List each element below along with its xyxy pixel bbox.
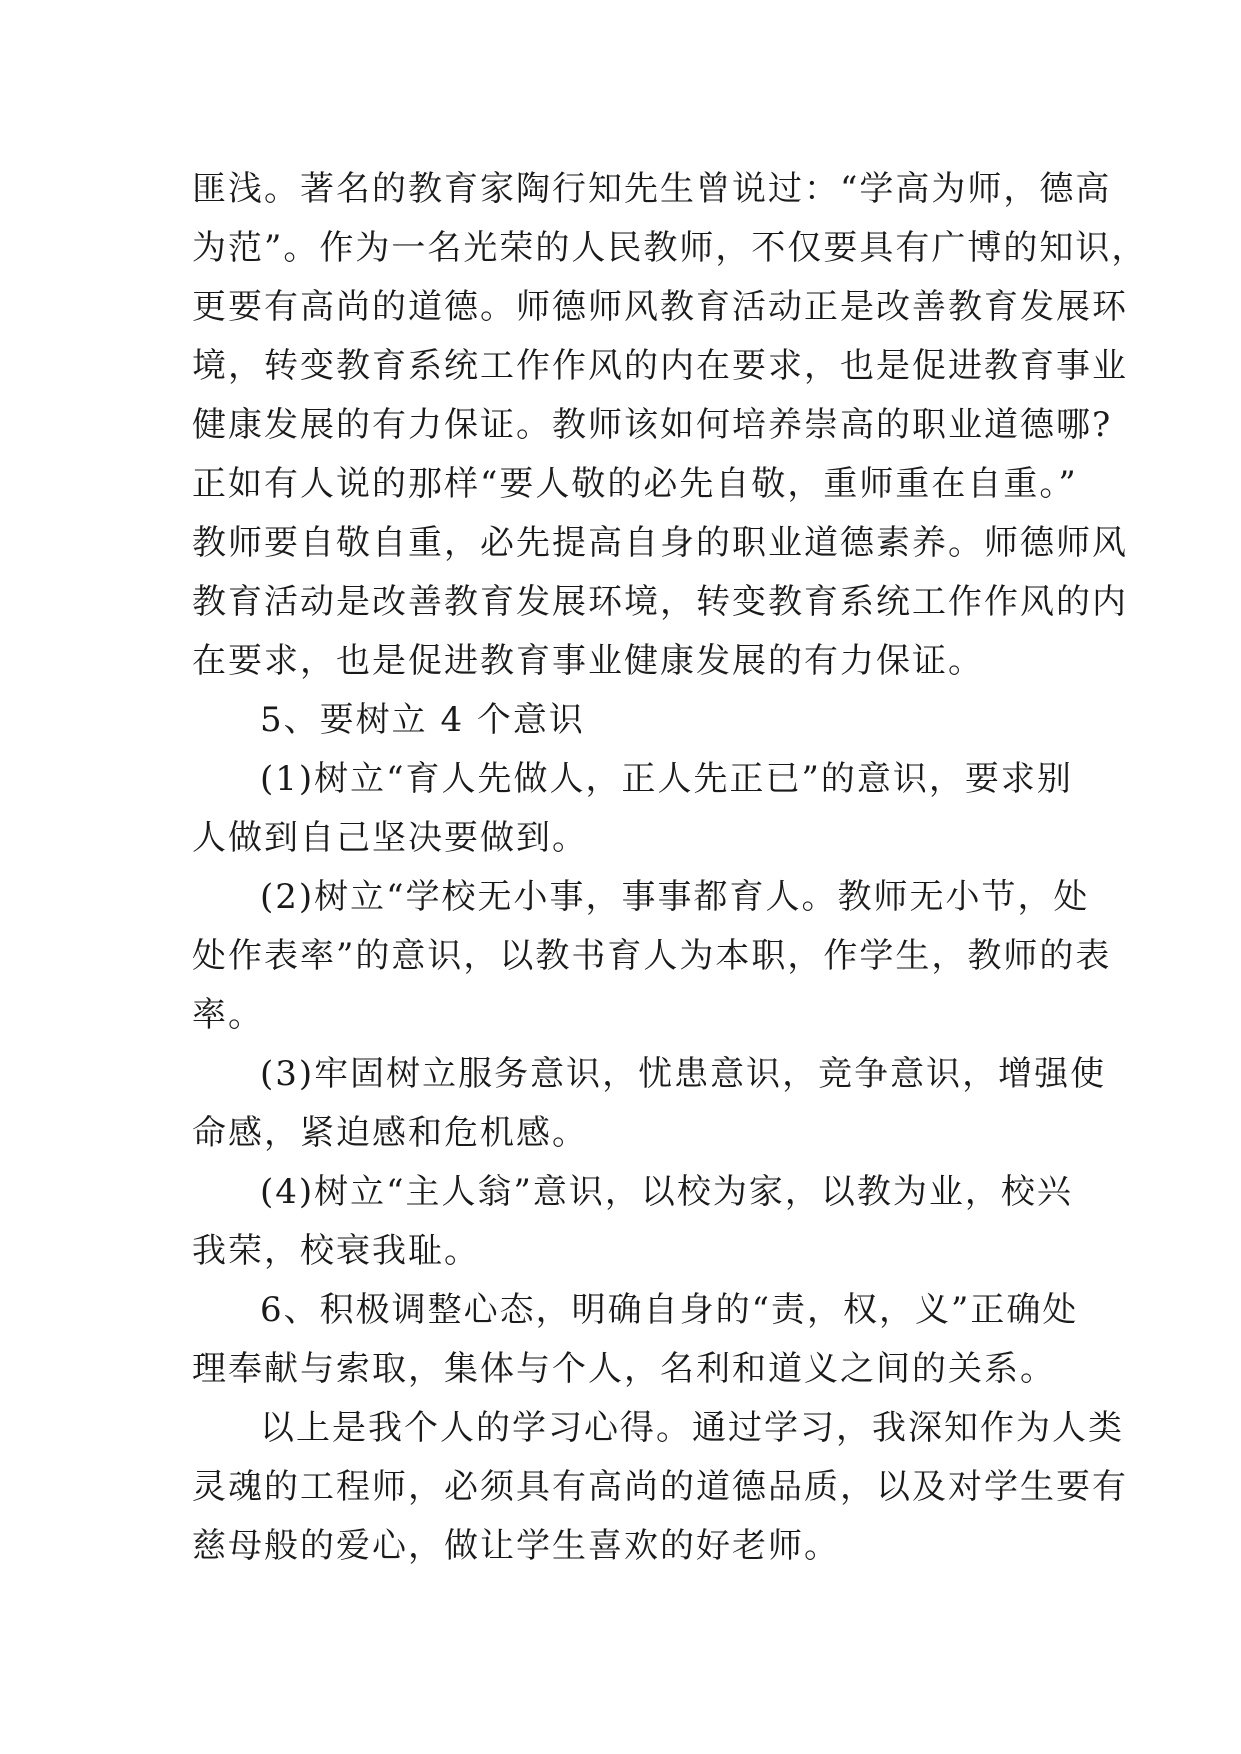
list-item-4 — [192, 1163, 1073, 1281]
text-line: 正如有人说的那样“要人敬的必先自敬，重师重在自重。” — [192, 464, 1078, 504]
text-line: 教育活动是改善教育发展环境，转变教育系统工作作风的内 — [192, 582, 1128, 622]
paragraph-intro — [192, 160, 1148, 691]
text-line: (2)树立“学校无小事，事事都育人。教师无小节，处 — [260, 877, 1090, 917]
text-line: 率。 — [192, 995, 264, 1035]
list-item-2 — [192, 868, 1112, 1045]
text-line: 为范”。作为一名光荣的人民教师，不仅要具有广博的知识， — [192, 228, 1148, 268]
text-line: 以上是我个人的学习心得。通过学习，我深知作为人类 — [260, 1408, 1124, 1448]
text-line: 在要求，也是促进教育事业健康发展的有力保证。 — [192, 641, 984, 681]
text-line: 灵魂的工程师，必须具有高尚的道德品质，以及对学生要有 — [192, 1467, 1128, 1507]
text-line: 6、积极调整心态，明确自身的“责，权，义”正确处 — [260, 1290, 1079, 1330]
text-line: (1)树立“育人先做人，正人先正已”的意识，要求别 — [260, 759, 1073, 799]
text-line: 匪浅。著名的教育家陶行知先生曾说过：“学高为师，德高 — [192, 169, 1112, 209]
text-line: 更要有高尚的道德。师德师风教育活动正是改善教育发展环 — [192, 287, 1128, 327]
text-line: 境，转变教育系统工作作风的内在要求，也是促进教育事业 — [192, 346, 1128, 386]
section-6 — [192, 1281, 1079, 1399]
text-line: 5、要树立 4 个意识 — [260, 700, 585, 740]
text-line: 人做到自己坚决要做到。 — [192, 818, 588, 858]
text-line: 理奉献与索取，集体与个人，名利和道义之间的关系。 — [192, 1349, 1056, 1389]
text-line: 教师要自敬自重，必先提高自身的职业道德素养。师德师风 — [192, 523, 1128, 563]
list-item-1 — [192, 750, 1073, 868]
text-line: (3)牢固树立服务意识，忧患意识，竞争意识，增强使 — [260, 1054, 1107, 1094]
section-heading-5 — [192, 691, 1054, 750]
text-line: 健康发展的有力保证。教师该如何培养崇高的职业道德哪? — [192, 405, 1113, 445]
text-line: (4)树立“主人翁”意识，以校为家，以教为业，校兴 — [260, 1172, 1073, 1212]
text-line: 我荣，校衰我耻。 — [192, 1231, 480, 1271]
text-line: 慈母般的爱心，做让学生喜欢的好老师。 — [192, 1526, 840, 1566]
text-line: 处作表率”的意识，以教书育人为本职，作学生，教师的表 — [192, 936, 1112, 976]
text-line: 命感，紧迫感和危机感。 — [192, 1113, 588, 1153]
document-page — [192, 160, 1148, 1576]
paragraph-conclusion — [192, 1399, 1128, 1576]
list-item-3 — [192, 1045, 1107, 1163]
